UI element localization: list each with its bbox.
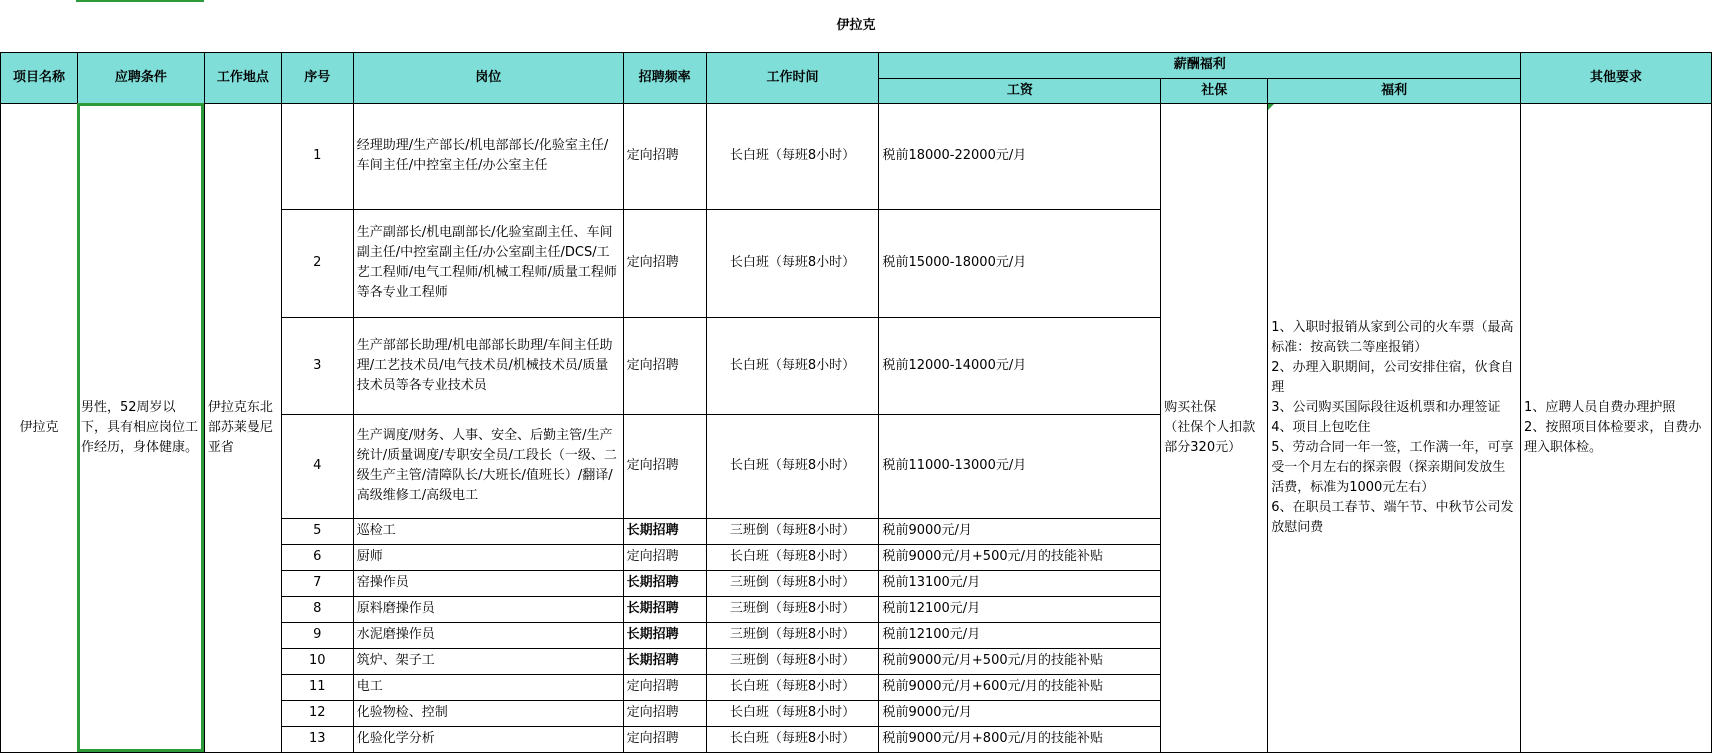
frequency-cell[interactable]: 定向招聘 bbox=[623, 700, 706, 726]
header-social[interactable]: 社保 bbox=[1161, 78, 1268, 103]
sheet-title[interactable]: 伊拉克 bbox=[836, 17, 876, 33]
conditions-cell[interactable]: 男性，52周岁以下，具有相应岗位工作经历，身体健康。 bbox=[77, 103, 204, 752]
position-cell[interactable]: 经理助理/生产部长/机电部部长/化验室主任/车间主任/中控室主任/办公室主任 bbox=[353, 103, 623, 209]
position-cell[interactable]: 巡检工 bbox=[353, 518, 623, 544]
seq-cell[interactable]: 12 bbox=[281, 700, 353, 726]
location-cell[interactable]: 伊拉克东北部苏莱曼尼亚省 bbox=[204, 103, 281, 752]
header-project[interactable]: 项目名称 bbox=[1, 52, 78, 103]
salary-cell[interactable]: 税前12000-14000元/月 bbox=[879, 317, 1161, 414]
hours-cell[interactable]: 三班倒（每班8小时） bbox=[706, 570, 879, 596]
seq-cell[interactable]: 5 bbox=[281, 518, 353, 544]
seq-cell[interactable]: 3 bbox=[281, 317, 353, 414]
position-cell[interactable]: 窑操作员 bbox=[353, 570, 623, 596]
salary-cell[interactable]: 税前9000元/月+600元/月的技能补贴 bbox=[879, 674, 1161, 700]
position-cell[interactable]: 原料磨操作员 bbox=[353, 596, 623, 622]
seq-cell[interactable]: 13 bbox=[281, 726, 353, 752]
frequency-cell[interactable]: 定向招聘 bbox=[623, 674, 706, 700]
salary-cell[interactable]: 税前12100元/月 bbox=[879, 596, 1161, 622]
salary-cell[interactable]: 税前9000元/月 bbox=[879, 518, 1161, 544]
salary-cell[interactable]: 税前9000元/月 bbox=[879, 700, 1161, 726]
salary-cell[interactable]: 税前12100元/月 bbox=[879, 622, 1161, 648]
frequency-cell[interactable]: 定向招聘 bbox=[623, 209, 706, 317]
hours-cell[interactable]: 长白班（每班8小时） bbox=[706, 103, 879, 209]
header-salary[interactable]: 工资 bbox=[879, 78, 1161, 103]
header-other[interactable]: 其他要求 bbox=[1521, 52, 1712, 103]
seq-cell[interactable]: 7 bbox=[281, 570, 353, 596]
hours-cell[interactable]: 长白班（每班8小时） bbox=[706, 700, 879, 726]
salary-cell[interactable]: 税前9000元/月+500元/月的技能补贴 bbox=[879, 544, 1161, 570]
hours-cell[interactable]: 长白班（每班8小时） bbox=[706, 544, 879, 570]
seq-cell[interactable]: 6 bbox=[281, 544, 353, 570]
frequency-cell[interactable]: 定向招聘 bbox=[623, 317, 706, 414]
position-cell[interactable]: 生产副部长/机电副部长/化验室副主任、车间副主任/中控室副主任/办公室副主任/DCS/工艺工程师/电气工程师/机械工程师/质量工程师等各专业工程师 bbox=[353, 209, 623, 317]
position-cell[interactable]: 生产部部长助理/机电部部长助理/车间主任助理/工艺技术员/电气技术员/机械技术员/质量技术员等各专业技术员 bbox=[353, 317, 623, 414]
position-cell[interactable]: 化验化学分析 bbox=[353, 726, 623, 752]
salary-cell[interactable]: 税前9000元/月+800元/月的技能补贴 bbox=[879, 726, 1161, 752]
frequency-cell[interactable]: 定向招聘 bbox=[623, 103, 706, 209]
salary-cell[interactable]: 税前9000元/月+500元/月的技能补贴 bbox=[879, 648, 1161, 674]
seq-cell[interactable]: 2 bbox=[281, 209, 353, 317]
salary-cell[interactable]: 税前11000-13000元/月 bbox=[879, 414, 1161, 518]
welfare-cell[interactable]: 1、入职时报销从家到公司的火车票（最高标准：按高铁二等座报销） 2、办理入职期间，公司安排住宿，伙食自理 3、公司购买国际段往返机票和办理签证 4、项目上包吃住 5、劳动合同一年一签，工作满一年，可享受一个月左右的探亲假（探亲期间发放生活费，标准为1000元左右） 6、在职员工春节、端午节、中秋节公司发放慰问费 bbox=[1268, 103, 1521, 752]
project-name-cell[interactable]: 伊拉克 bbox=[1, 103, 78, 752]
hours-cell[interactable]: 长白班（每班8小时） bbox=[706, 674, 879, 700]
seq-cell[interactable]: 4 bbox=[281, 414, 353, 518]
frequency-cell[interactable]: 长期招聘 bbox=[623, 648, 706, 674]
header-welfare[interactable]: 福利 bbox=[1268, 78, 1521, 103]
frequency-cell[interactable]: 长期招聘 bbox=[623, 518, 706, 544]
hours-cell[interactable]: 长白班（每班8小时） bbox=[706, 209, 879, 317]
hours-cell[interactable]: 三班倒（每班8小时） bbox=[706, 518, 879, 544]
hours-cell[interactable]: 三班倒（每班8小时） bbox=[706, 622, 879, 648]
header-location[interactable]: 工作地点 bbox=[204, 52, 281, 103]
position-cell[interactable]: 水泥磨操作员 bbox=[353, 622, 623, 648]
social-cell[interactable]: 购买社保 （社保个人扣款部分320元） bbox=[1161, 103, 1268, 752]
hours-cell[interactable]: 长白班（每班8小时） bbox=[706, 317, 879, 414]
header-conditions[interactable]: 应聘条件 bbox=[77, 52, 204, 103]
hours-cell[interactable]: 长白班（每班8小时） bbox=[706, 726, 879, 752]
header-position[interactable]: 岗位 bbox=[353, 52, 623, 103]
salary-cell[interactable]: 税前15000-18000元/月 bbox=[879, 209, 1161, 317]
position-cell[interactable]: 厨师 bbox=[353, 544, 623, 570]
frequency-cell[interactable]: 长期招聘 bbox=[623, 596, 706, 622]
position-cell[interactable]: 生产调度/财务、人事、安全、后勤主管/生产统计/质量调度/专职安全员/工段长（一级、二级生产主管/清障队长/大班长/值班长）/翻译/高级维修工/高级电工 bbox=[353, 414, 623, 518]
seq-cell[interactable]: 9 bbox=[281, 622, 353, 648]
frequency-cell[interactable]: 定向招聘 bbox=[623, 544, 706, 570]
header-frequency[interactable]: 招聘频率 bbox=[623, 52, 706, 103]
header-hours[interactable]: 工作时间 bbox=[706, 52, 879, 103]
position-cell[interactable]: 化验物检、控制 bbox=[353, 700, 623, 726]
position-cell[interactable]: 电工 bbox=[353, 674, 623, 700]
hours-cell[interactable]: 三班倒（每班8小时） bbox=[706, 648, 879, 674]
header-benefits-group[interactable]: 薪酬福利 bbox=[879, 52, 1521, 78]
seq-cell[interactable]: 11 bbox=[281, 674, 353, 700]
frequency-cell[interactable]: 定向招聘 bbox=[623, 414, 706, 518]
frequency-cell[interactable]: 定向招聘 bbox=[623, 726, 706, 752]
frequency-cell[interactable]: 长期招聘 bbox=[623, 622, 706, 648]
hours-cell[interactable]: 长白班（每班8小时） bbox=[706, 414, 879, 518]
position-cell[interactable]: 筑炉、架子工 bbox=[353, 648, 623, 674]
header-seq[interactable]: 序号 bbox=[281, 52, 353, 103]
seq-cell[interactable]: 10 bbox=[281, 648, 353, 674]
salary-cell[interactable]: 税前13100元/月 bbox=[879, 570, 1161, 596]
other-requirements-cell[interactable]: 1、应聘人员自费办理护照 2、按照项目体检要求，自费办理入职体检。 bbox=[1521, 103, 1712, 752]
seq-cell[interactable]: 1 bbox=[281, 103, 353, 209]
hours-cell[interactable]: 三班倒（每班8小时） bbox=[706, 596, 879, 622]
frequency-cell[interactable]: 长期招聘 bbox=[623, 570, 706, 596]
seq-cell[interactable]: 8 bbox=[281, 596, 353, 622]
salary-cell[interactable]: 税前18000-22000元/月 bbox=[879, 103, 1161, 209]
